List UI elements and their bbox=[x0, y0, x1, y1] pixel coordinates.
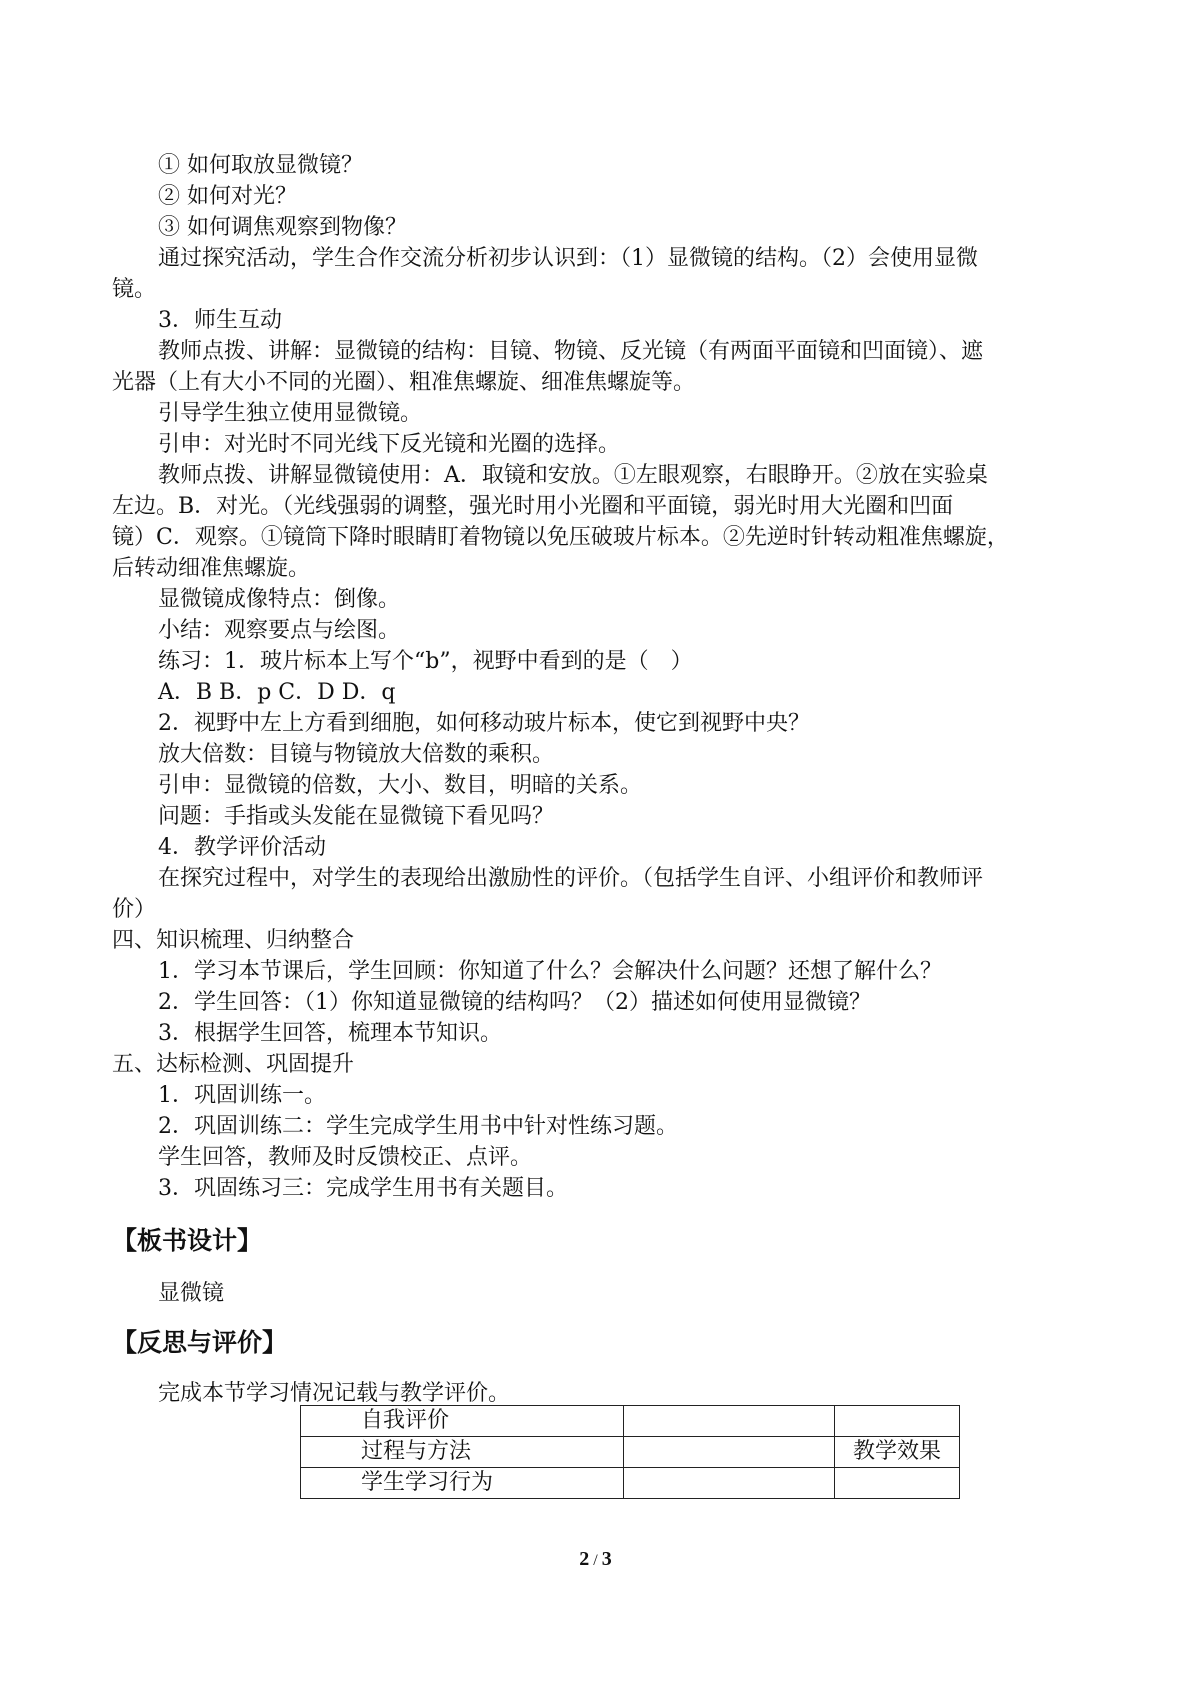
total-pages: 3 bbox=[601, 1548, 612, 1570]
reflection-heading: 【反思与评价】 bbox=[112, 1328, 288, 1357]
page-number bbox=[0, 1548, 1191, 1571]
section-heading: 五、达标检测、巩固提升 bbox=[112, 1052, 355, 1077]
reflection-intro: 完成本节学习情况记载与教学评价。 bbox=[158, 1381, 511, 1406]
paragraph-line: 2．学生回答：（1）你知道显微镜的结构吗？（2）描述如何使用显微镜？ bbox=[158, 990, 871, 1015]
table-row bbox=[301, 1468, 960, 1499]
paragraph-line: 3．根据学生回答，梳理本节知识。 bbox=[158, 1021, 502, 1046]
paragraph-line: 通过探究活动，学生合作交流分析初步认识到：（1）显微镜的结构。（2）会使用显微 bbox=[158, 246, 978, 271]
page-separator: / bbox=[589, 1552, 602, 1569]
section-heading: 四、知识梳理、归纳整合 bbox=[112, 928, 355, 953]
current-page: 2 bbox=[579, 1548, 590, 1570]
paragraph-line: 3．巩固练习三：完成学生用书有关题目。 bbox=[158, 1176, 568, 1201]
paragraph-line: 引申：显微镜的倍数，大小、数目，明暗的关系。 bbox=[158, 773, 643, 798]
paragraph-line: 小结：观察要点与绘图。 bbox=[158, 618, 401, 643]
table-row bbox=[301, 1406, 960, 1437]
table-row bbox=[301, 1437, 960, 1468]
exercise-line: 2．视野中左上方看到细胞，如何移动玻片标本，使它到视野中央？ bbox=[158, 711, 810, 736]
paragraph-line: 学生回答，教师及时反馈校正、点评。 bbox=[158, 1145, 533, 1170]
exercise-line: 练习：1．玻片标本上写个“b”，视野中看到的是（ ） bbox=[158, 649, 693, 674]
table-cell bbox=[835, 1468, 960, 1499]
subsection-heading: 4．教学评价活动 bbox=[158, 835, 326, 860]
paragraph-line: 左边。B．对光。（光线强弱的调整，强光时用小光圈和平面镜，弱光时用大光圈和凹面 bbox=[112, 494, 954, 519]
paragraph-line: 1．学习本节课后，学生回顾：你知道了什么？会解决什么问题？还想了解什么？ bbox=[158, 959, 942, 984]
question-1: ① 如何取放显微镜？ bbox=[158, 153, 363, 178]
exercise-options: A．B B．p C．D D．q bbox=[158, 680, 396, 705]
paragraph-line: 引申：对光时不同光线下反光镜和光圈的选择。 bbox=[158, 432, 621, 457]
paragraph-line: 教师点拨、讲解：显微镜的结构：目镜、物镜、反光镜（有两面平面镜和凹面镜）、遮 bbox=[158, 339, 984, 364]
subsection-heading: 3．师生互动 bbox=[158, 308, 282, 333]
paragraph-line: 放大倍数：目镜与物镜放大倍数的乘积。 bbox=[158, 742, 555, 767]
paragraph-line: 显微镜成像特点：倒像。 bbox=[158, 587, 401, 612]
paragraph-line: 镜。 bbox=[112, 277, 157, 302]
table-cell: 学生学习行为 bbox=[301, 1468, 624, 1499]
table-cell bbox=[624, 1468, 835, 1499]
question-2: ② 如何对光？ bbox=[158, 184, 297, 209]
table-cell bbox=[835, 1406, 960, 1437]
paragraph-line: 价） bbox=[112, 897, 157, 922]
paragraph-line: 光器（上有大小不同的光圈）、粗准焦螺旋、细准焦螺旋等。 bbox=[112, 370, 696, 395]
paragraph-line: 在探究过程中，对学生的表现给出激励性的评价。（包括学生自评、小组评价和教师评 bbox=[158, 866, 984, 891]
table-cell: 过程与方法 bbox=[301, 1437, 624, 1468]
paragraph-line: 1．巩固训练一。 bbox=[158, 1083, 326, 1108]
paragraph-line: 教师点拨、讲解显微镜使用：A．取镜和安放。①左眼观察，右眼睁开。②放在实验桌 bbox=[158, 463, 988, 488]
table-cell: 自我评价 bbox=[301, 1406, 624, 1437]
paragraph-line: 2．巩固训练二：学生完成学生用书中针对性练习题。 bbox=[158, 1114, 678, 1139]
table-cell bbox=[624, 1406, 835, 1437]
paragraph-line: 问题：手指或头发能在显微镜下看见吗？ bbox=[158, 804, 555, 829]
evaluation-table bbox=[300, 1405, 960, 1499]
board-design-heading: 【板书设计】 bbox=[112, 1226, 263, 1255]
table-cell: 教学效果 bbox=[835, 1437, 960, 1468]
table-cell bbox=[624, 1437, 835, 1468]
paragraph-line: 后转动细准焦螺旋。 bbox=[112, 556, 311, 581]
question-3: ③ 如何调焦观察到物像？ bbox=[158, 215, 407, 240]
board-design-content: 显微镜 bbox=[158, 1281, 225, 1306]
paragraph-line: 引导学生独立使用显微镜。 bbox=[158, 401, 423, 426]
paragraph-line: 镜）C．观察。①镜筒下降时眼睛盯着物镜以免压破玻片标本。②先逆时针转动粗准焦螺旋， bbox=[112, 525, 1009, 550]
